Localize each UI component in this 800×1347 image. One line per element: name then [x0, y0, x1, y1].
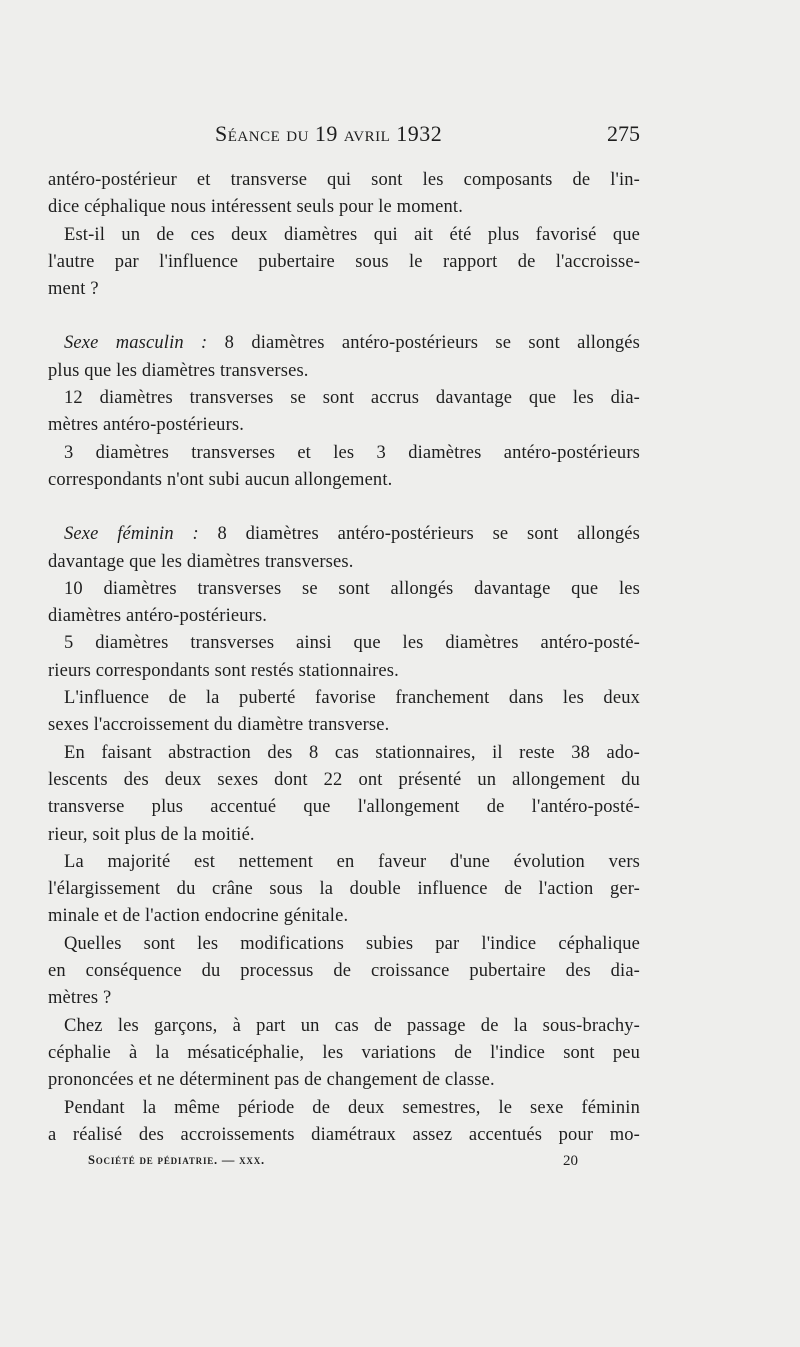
text-line: transverse plus accentué que l'allongement de l'antéro-posté- — [48, 797, 640, 818]
text-run: 8 diamètres antéro-postérieurs se sont allongés — [198, 524, 641, 545]
text-line: ment ? — [48, 279, 99, 300]
text-line — [48, 330, 640, 357]
text-line: diamètres antéro-postérieurs. — [48, 606, 268, 627]
text-line: 3 diamètres transverses et les 3 diamètres antéro-postérieurs — [64, 442, 640, 463]
footer — [88, 1153, 578, 1175]
text-line: Pendant la même période de deux semestres, le sexe féminin — [64, 1097, 640, 1118]
text-line: lescents des deux sexes dont 22 ont présenté un allongement du — [48, 769, 640, 790]
paragraph-gap — [48, 494, 640, 521]
text-line: rieurs correspondants sont restés stationnaires. — [48, 660, 399, 681]
paragraph-gap — [48, 303, 640, 330]
running-head — [50, 121, 640, 155]
footer-signature: 20 — [563, 1153, 578, 1169]
footer-society: Société de pédiatrie. — xxx. — [88, 1153, 265, 1167]
text-line: l'autre par l'influence pubertaire sous le rapport de l'accroisse- — [48, 251, 640, 272]
text-line: Chez les garçons, à part un cas de passage de la sous-brachy- — [64, 1015, 640, 1036]
text-line: Quelles sont les modifications subies par l'indice céphalique — [64, 933, 640, 954]
text-line: sexes l'accroissement du diamètre transverse. — [48, 715, 390, 736]
text-line: dice céphalique nous intéressent seuls pour le moment. — [48, 197, 463, 218]
section-label-male: Sexe masculin : — [64, 333, 208, 354]
text-line: plus que les diamètres transverses. — [48, 360, 309, 381]
text-line: 5 diamètres transverses ainsi que les diamètres antéro-posté- — [64, 633, 640, 654]
text-line — [48, 521, 640, 548]
body-text — [48, 167, 640, 1149]
text-line: Est-il un de ces deux diamètres qui ait été plus favorisé que — [64, 224, 640, 245]
text-line: prononcées et ne déterminent pas de changement de classe. — [48, 1070, 495, 1091]
page-number: 275 — [607, 121, 640, 146]
running-title: Séance du 19 avril 1932 — [215, 121, 443, 146]
text-line: correspondants n'ont subi aucun allongement. — [48, 469, 393, 490]
text-line: en conséquence du processus de croissance pubertaire des dia- — [48, 961, 640, 982]
text-run: 8 diamètres antéro-postérieurs se sont allongés — [207, 333, 640, 354]
text-line: En faisant abstraction des 8 cas stationnaires, il reste 38 ado- — [64, 742, 640, 763]
text-line: minale et de l'action endocrine génitale. — [48, 906, 349, 927]
text-line: mètres ? — [48, 988, 112, 1009]
text-line: céphalie à la mésaticéphalie, les variations de l'indice sont peu — [48, 1042, 640, 1063]
text-line: davantage que les diamètres transverses. — [48, 551, 354, 572]
section-label-female: Sexe féminin : — [64, 524, 199, 545]
text-line: 10 diamètres transverses se sont allongés davantage que les — [64, 578, 640, 599]
text-line: La majorité est nettement en faveur d'une évolution vers — [64, 851, 640, 872]
text-line: rieur, soit plus de la moitié. — [48, 824, 255, 845]
text-line: mètres antéro-postérieurs. — [48, 415, 245, 436]
text-line: l'élargissement du crâne sous la double influence de l'action ger- — [48, 879, 640, 900]
text-line: L'influence de la puberté favorise franchement dans les deux — [64, 688, 640, 709]
text-line: 12 diamètres transverses se sont accrus davantage que les dia- — [64, 388, 640, 409]
text-line: a réalisé des accroissements diamétraux assez accentués pour mo- — [48, 1124, 640, 1145]
text-line: antéro-postérieur et transverse qui sont les composants de l'in- — [48, 170, 640, 190]
